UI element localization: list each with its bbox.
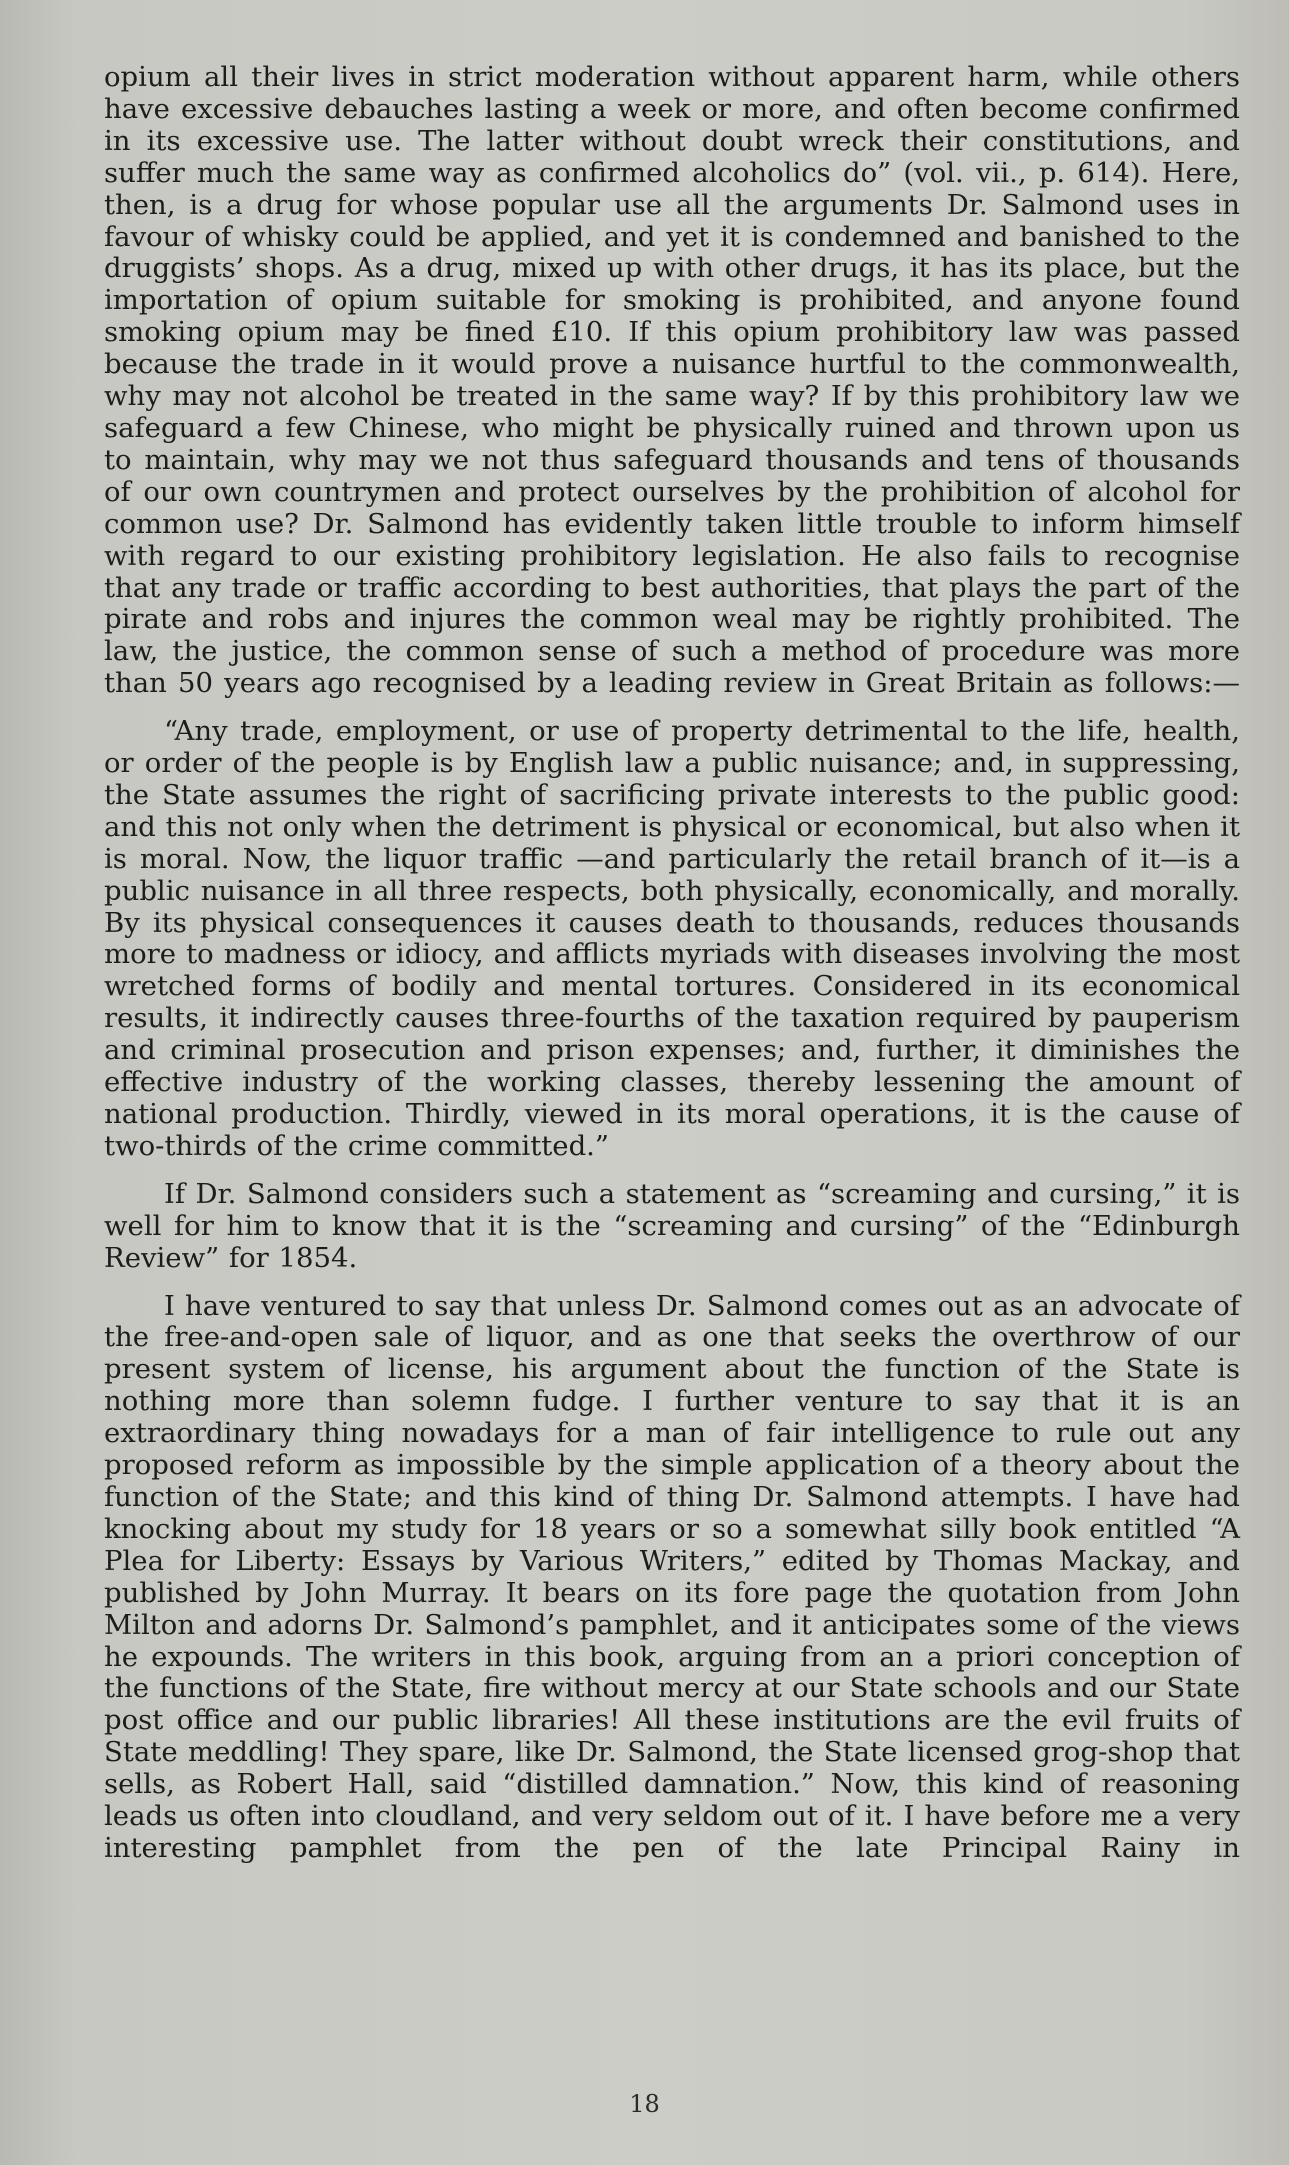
body-text: [104, 62, 1240, 1865]
paragraph-edinburgh-review-quote: “Any trade, employment, or use of property detrimental to the life, health, or order of the people is by English law a public nuisance; and, in suppressing, the State assumes the right of sacrificing private interests to the public good: and this not only when the detriment is physical or economical, but also when it is moral. Now, the liquor traffic —and particularly the retail branch of it—is a public nuisance in all three respects, both physically, economically, and morally. By its physical consequences it causes death to thousands, reduces thousands more to madness or idiocy, and afflicts myriads with diseases involving the most wretched forms of bodily and mental tortures. Considered in its economical results, it indirectly causes three-fourths of the taxation required by pauperism and criminal prosecution and prison expenses; and, further, it diminishes the effective industry of the working classes, thereby lessening the amount of national production. Thirdly, viewed in its moral operations, it is the cause of two-thirds of the crime committed.”: [104, 715, 1240, 1162]
paragraph-opium-prohibition: opium all their lives in strict moderation without apparent harm, while others have excessive debauches lasting a week or more, and often become confirmed in its excessive use. The latter without doubt wreck their constitutions, and suffer much the same way as confirmed alcoholics do” (vol. vii., p. 614). Here, then, is a drug for whose popular use all the arguments Dr. Salmond uses in favour of whisky could be applied, and yet it is condemned and banished to the druggists’ shops. As a drug, mixed up with other drugs, it has its place, but the importation of opium suitable for smoking is prohibited, and anyone found smoking opium may be fined £10. If this opium prohibitory law was passed because the trade in it would prove a nuisance hurtful to the commonwealth, why may not alcohol be treated in the same way? If by this prohibitory law we safeguard a few Chinese, who might be physically ruined and thrown upon us to maintain, why may we not thus safeguard thousands and tens of thousands of our own countrymen and protect ourselves by the prohibition of alcohol for common use? Dr. Salmond has evidently taken little trouble to inform himself with regard to our existing prohibitory legislation. He also fails to recognise that any trade or traffic according to best authorities, that plays the part of the pirate and robs and injures the common weal may be rightly prohibited. The law, the justice, the common sense of such a method of procedure was more than 50 years ago recognised by a leading review in Great Britain as follows:—: [104, 61, 1240, 700]
paragraph-function-of-state: I have ventured to say that unless Dr. Salmond comes out as an advocate of the free-and-open sale of liquor, and as one that seeks the overthrow of our present system of license, his argument about the function of the State is nothing more than solemn fudge. I further venture to say that it is an extraordinary thing nowadays for a man of fair intelligence to rule out any proposed reform as impossible by the simple application of a theory about the function of the State; and this kind of thing Dr. Salmond attempts. I have had knocking about my study for 18 years or so a somewhat silly book entitled “A Plea for Liberty: Essays by Various Writers,” edited by Thomas Mackay, and published by John Murray. It bears on its fore page the quotation from John Milton and adorns Dr. Salmond’s pamphlet, and it anticipates some of the views he expounds. The writers in this book, arguing from an a priori conception of the functions of the State, fire without mercy at our State schools and our State post office and our public libraries! All these institutions are the evil fruits of State meddling! They spare, like Dr. Salmond, the State licensed grog-shop that sells, as Robert Hall, said “distilled damnation.” Now, this kind of reasoning leads us often into cloudland, and very seldom out of it. I have before me a very interesting pamphlet from the pen of the late Principal Rainy in: [104, 1289, 1240, 1864]
page-number: 18: [629, 2090, 660, 2118]
paragraph-screaming-and-cursing: If Dr. Salmond considers such a statement as “screaming and cursing,” it is well for him to know that it is the “screaming and cursing” of the “Edinburgh Review” for 1854.: [104, 1177, 1240, 1274]
